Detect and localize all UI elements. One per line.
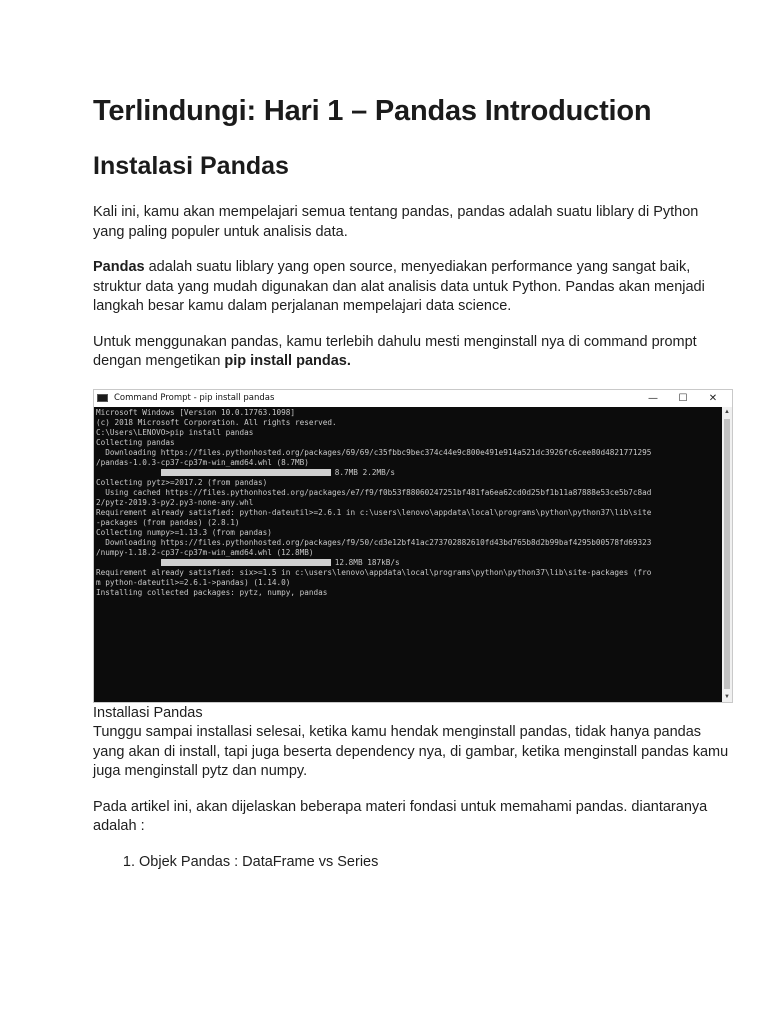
paragraph-dependencies: Tunggu sampai installasi selesai, ketika kamu hendak menginstall pandas, tidak hanya pandas yang akan di install, tapi juga beserta dependency nya, di gambar, ketika menginstall pandas kamu juga menginstall pytz dan numpy. xyxy=(93,724,729,779)
paragraph-install-text: Untuk menggunakan pandas, kamu terlebih dahulu mesti menginstall nya di command prompt dengan mengetikan xyxy=(93,333,697,369)
cmd-line: C:\Users\LENOVO>pip install pandas xyxy=(96,427,254,437)
scroll-up-icon: ▲ xyxy=(724,408,730,415)
cmd-line: /numpy-1.18.2-cp37-cp37m-win_amd64.whl (12.8MB) xyxy=(96,547,314,557)
cmd-line: Requirement already satisfied: six>=1.5 in c:\users\lenovo\appdata\local\programs\python\python37\lib\site-packages (fro xyxy=(96,567,652,577)
cmd-line: m python-dateutil>=2.6.1->pandas) (1.14.0) xyxy=(96,577,291,587)
cmd-scrollbar xyxy=(722,407,732,702)
cmd-titlebar xyxy=(94,390,732,407)
maximize-icon: ☐ xyxy=(678,392,688,404)
cmd-line: Collecting pytz>=2017.2 (from pandas) xyxy=(96,477,268,487)
paragraph-pandas-text: adalah suatu liblary yang open source, menyediakan performance yang sangat baik, struktur data yang mudah digunakan dan alat analisis data untuk Python. Pandas akan menjadi langkah besar kamu dalam perjalanan mempelajari data science. xyxy=(93,259,705,314)
cmd-line: Collecting numpy>=1.13.3 (from pandas) xyxy=(96,527,272,537)
close-icon: ✕ xyxy=(708,392,718,404)
topic-list xyxy=(93,853,733,873)
cmd-progress-line xyxy=(96,558,720,568)
scroll-thumb xyxy=(724,419,730,689)
progress-text: 8.7MB 2.2MB/s xyxy=(334,467,395,477)
cmd-line: Installing collected packages: pytz, numpy, pandas xyxy=(96,587,328,597)
cmd-window-controls xyxy=(638,390,728,407)
progress-text: 12.8MB 187kB/s xyxy=(334,557,400,567)
list-item: 1. Objek Pandas : DataFrame vs Series xyxy=(139,853,733,873)
cmd-line: Requirement already satisfied: python-dateutil>=2.6.1 in c:\users\lenovo\appdata\local\programs\python\python37\lib\site xyxy=(96,507,652,517)
article xyxy=(93,92,733,872)
cmd-line: Downloading https://files.pythonhosted.org/packages/69/69/c35fbbc9bec374c44e9c800e491e914a521dc3926fc6cee80d4821771295 xyxy=(96,447,652,457)
section-heading: Instalasi Pandas xyxy=(93,152,289,180)
paragraph-intro: Kali ini, kamu akan mempelajari semua tentang pandas, pandas adalah suatu liblary di Python yang paling populer untuk analisis data. xyxy=(93,204,699,240)
image-caption: Installasi Pandas xyxy=(93,704,203,721)
cmd-line: /pandas-1.0.3-cp37-cp37m-win_amd64.whl (8.7MB) xyxy=(96,457,309,467)
paragraph-pandas xyxy=(93,258,733,317)
cmd-line: 2/pytz-2019.3-py2.py3-none-any.whl xyxy=(96,497,254,507)
progress-bar xyxy=(161,559,331,566)
paragraph-topics: Pada artikel ini, akan dijelaskan beberapa materi fondasi untuk memahami pandas. diantaranya adalah : xyxy=(93,798,708,834)
cmd-output xyxy=(94,407,722,702)
progress-bar xyxy=(161,469,331,476)
cmd-line: Downloading https://files.pythonhosted.org/packages/f9/50/cd3e12bf41ac273702882610fd43bd765b8d2b99baf4295b00578fd69323 xyxy=(96,537,652,547)
command-prompt-screenshot xyxy=(93,389,733,703)
install-command-bold: pip install pandas. xyxy=(224,353,351,369)
minimize-icon: — xyxy=(648,392,658,404)
cmd-window-title: Command Prompt - pip install pandas xyxy=(114,393,275,403)
cmd-progress-line xyxy=(96,468,720,478)
cmd-line: Collecting pandas xyxy=(96,437,175,447)
cmd-line: Using cached https://files.pythonhosted.org/packages/e7/f9/f0b53f88060247251bf481fa6ea62cd0d25bf1b11a87888e53ce5b7c8ad xyxy=(96,487,652,497)
page-title: Terlindungi: Hari 1 – Pandas Introduction xyxy=(93,95,652,127)
cmd-line: -packages (from pandas) (2.8.1) xyxy=(96,517,240,527)
pandas-bold: Pandas xyxy=(93,259,145,275)
cmd-line: Microsoft Windows [Version 10.0.17763.1098] xyxy=(96,407,296,417)
cmd-window-icon xyxy=(97,394,108,402)
cmd-line: (c) 2018 Microsoft Corporation. All rights reserved. xyxy=(96,417,337,427)
scroll-down-icon: ▼ xyxy=(724,693,730,700)
paragraph-install xyxy=(93,333,733,372)
